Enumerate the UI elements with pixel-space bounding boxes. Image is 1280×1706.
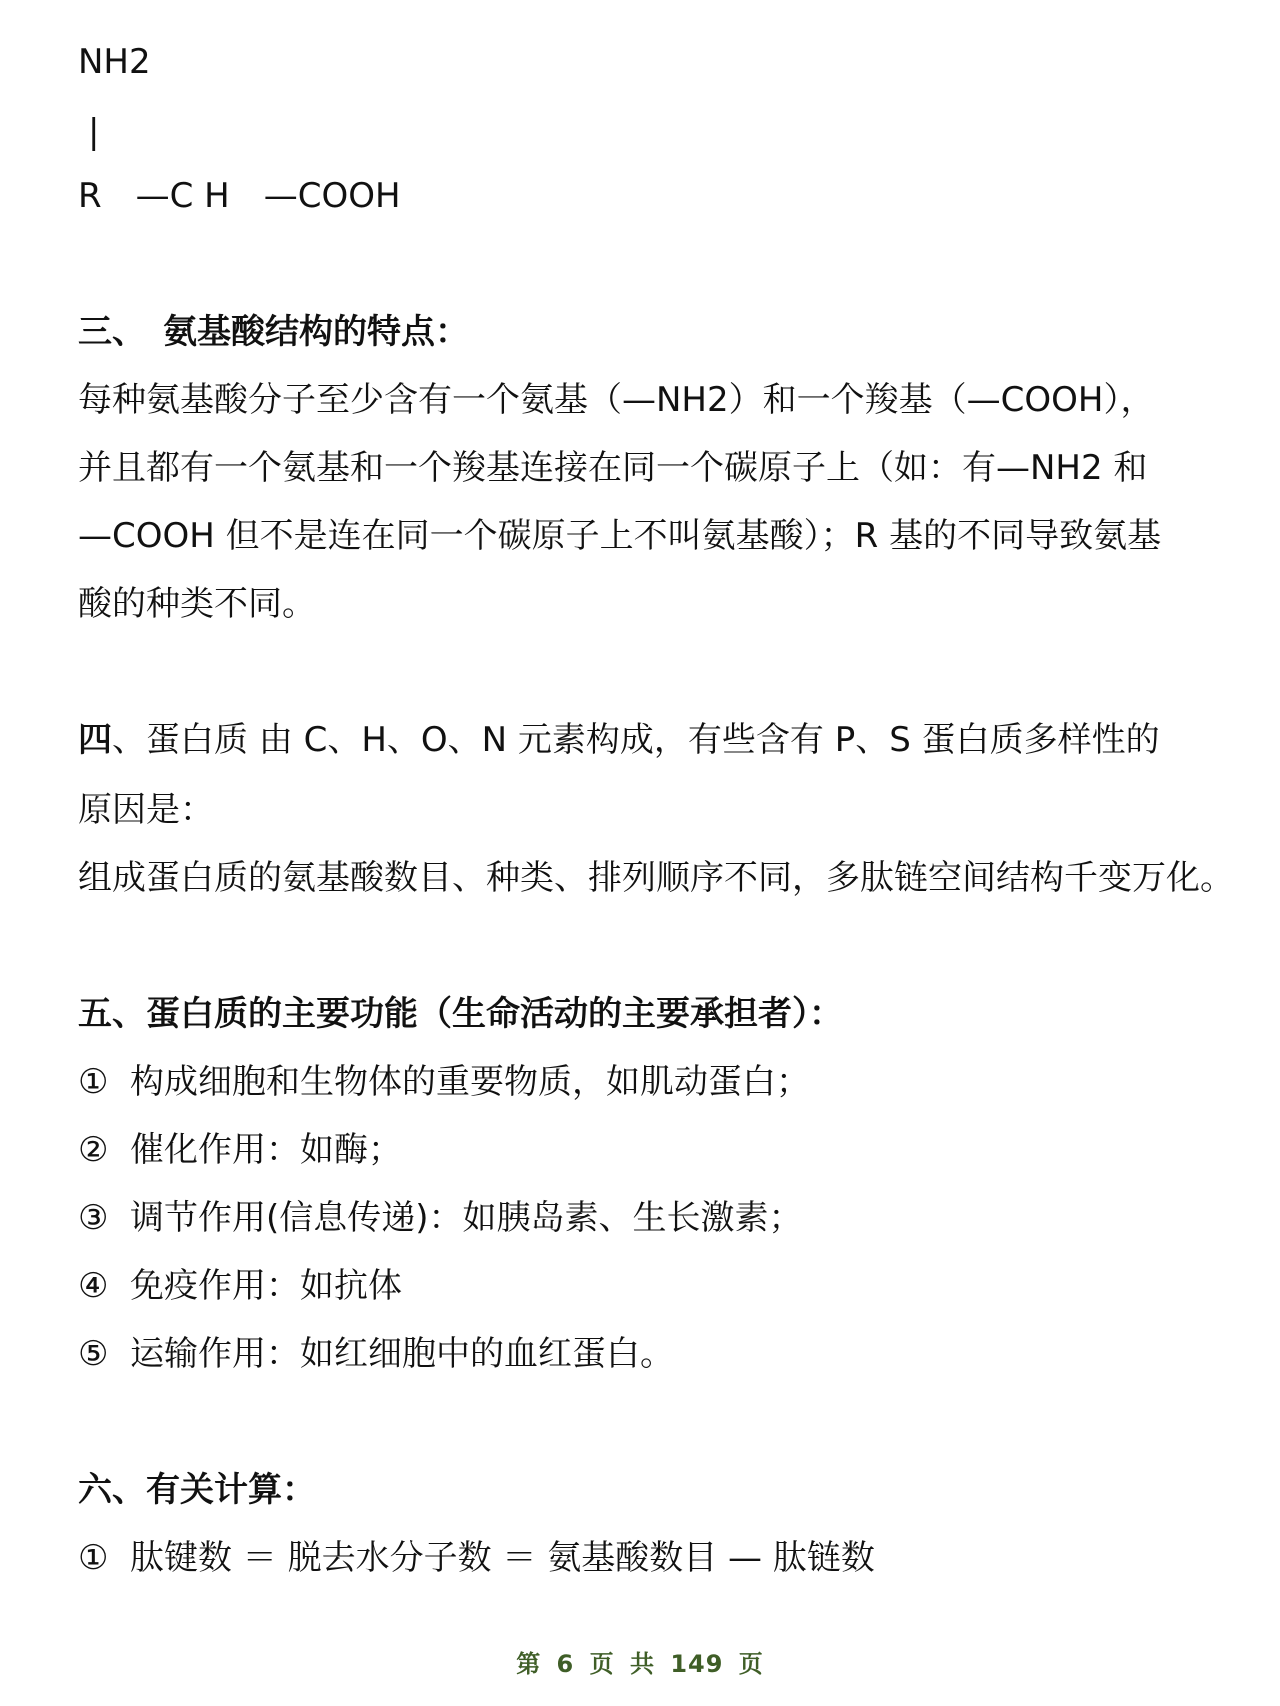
circled-number-3: ③ xyxy=(78,1198,109,1238)
item-text: 运输作用：如红细胞中的血红蛋白。 xyxy=(130,1334,674,1374)
section4-line-1 xyxy=(78,720,1218,760)
page-number-footer: 第 6 页 共 149 页 xyxy=(516,1650,764,1678)
section3-line-2: 并且都有一个氨基和一个羧基连接在同一个碳原子上（如：有—NH2 和 xyxy=(78,448,1148,488)
circled-number-2: ② xyxy=(78,1130,109,1170)
section3-line-4: 酸的种类不同。 xyxy=(78,584,316,624)
formula-bond: | xyxy=(88,112,100,152)
formula-nh2: NH2 xyxy=(78,42,151,82)
section6-formula xyxy=(78,1538,875,1578)
section5-item-3 xyxy=(78,1198,803,1238)
item-text: 免疫作用：如抗体 xyxy=(130,1266,402,1306)
section4-line-1-text: 、蛋白质 由 C、H、O、N 元素构成，有些含有 P、S 蛋白质多样性的 xyxy=(112,720,1160,760)
formula-main-chain: R —C H —COOH xyxy=(78,176,401,216)
section3-line-3: —COOH 但不是连在同一个碳原子上不叫氨基酸）；R 基的不同导致氨基 xyxy=(78,516,1162,556)
section4-line-3: 组成蛋白质的氨基酸数目、种类、排列顺序不同，多肽链空间结构千变万化。 xyxy=(78,858,1234,898)
circled-number-1: ① xyxy=(78,1538,109,1578)
formula-text: 肽键数 ＝ 脱去水分子数 ＝ 氨基酸数目 — 肽链数 xyxy=(130,1538,875,1578)
section4-line-2: 原因是： xyxy=(78,790,214,830)
section4-heading-number: 四 xyxy=(78,720,112,760)
section3-heading: 三、 氨基酸结构的特点： xyxy=(78,312,469,352)
section5-item-2 xyxy=(78,1130,402,1170)
circled-number-1: ① xyxy=(78,1062,109,1102)
section5-heading: 五、蛋白质的主要功能（生命活动的主要承担者）： xyxy=(78,994,843,1034)
item-text: 调节作用(信息传递)：如胰岛素、生长激素； xyxy=(130,1198,803,1238)
item-text: 催化作用：如酶； xyxy=(130,1130,402,1170)
circled-number-4: ④ xyxy=(78,1266,109,1306)
circled-number-5: ⑤ xyxy=(78,1334,109,1374)
section5-item-5 xyxy=(78,1334,674,1374)
section6-heading: 六、有关计算： xyxy=(78,1470,316,1510)
section5-item-1 xyxy=(78,1062,810,1102)
item-text: 构成细胞和生物体的重要物质，如肌动蛋白； xyxy=(130,1062,810,1102)
section5-item-4 xyxy=(78,1266,402,1306)
section3-line-1: 每种氨基酸分子至少含有一个氨基（—NH2）和一个羧基（—COOH）， xyxy=(78,380,1155,420)
